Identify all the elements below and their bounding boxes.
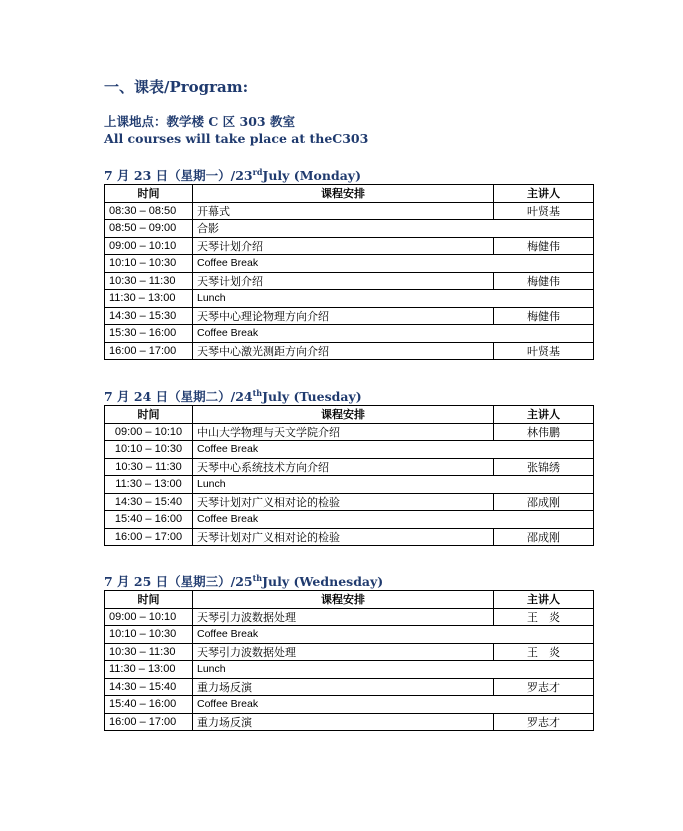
session-topic: Lunch [193,661,594,679]
session-speaker: 叶贤基 [494,342,594,360]
table-row [105,272,594,290]
table-row [105,511,594,529]
session-time: 09:00 – 10:10 [105,237,193,255]
table-row [105,528,594,546]
session-time: 14:30 – 15:30 [105,307,193,325]
session-time: 10:10 – 10:30 [105,441,193,459]
session-speaker: 叶贤基 [494,202,594,220]
table-row [105,342,594,360]
table-row [105,423,594,441]
session-topic: Coffee Break [193,255,594,273]
session-time: 10:30 – 11:30 [105,458,193,476]
day-title-wednesday: 7 月 25 日（星期三）/25thJuly (Wednesday) [104,572,384,589]
table-row [105,643,594,661]
session-time: 08:30 – 08:50 [105,202,193,220]
session-speaker: 梅健伟 [494,272,594,290]
session-time: 15:40 – 16:00 [105,511,193,529]
table-row [105,713,594,731]
program-heading: 一、课表/Program: [104,78,249,96]
table-row [105,696,594,714]
session-topic: 重力场反演 [193,678,494,696]
table-row [105,608,594,626]
day-title-monday: 7 月 23 日（星期一）/23rdJuly (Monday) [104,166,361,183]
session-time: 15:40 – 16:00 [105,696,193,714]
session-time: 10:10 – 10:30 [105,255,193,273]
session-topic: 开幕式 [193,202,494,220]
session-speaker: 梅健伟 [494,237,594,255]
session-topic: 中山大学物理与天文学院介绍 [193,423,494,441]
table-row [105,255,594,273]
session-time: 09:00 – 10:10 [105,423,193,441]
table-header-row [105,185,594,203]
table-row [105,458,594,476]
location-block [104,113,368,147]
session-topic: Lunch [193,476,594,494]
session-speaker: 王 炎 [494,643,594,661]
session-speaker: 张锦绣 [494,458,594,476]
session-speaker: 梅健伟 [494,307,594,325]
column-header-topic: 课程安排 [193,185,494,203]
session-speaker: 林伟鹏 [494,423,594,441]
session-topic: 天琴引力波数据处理 [193,608,494,626]
column-header-time: 时间 [105,591,193,609]
session-topic: Coffee Break [193,441,594,459]
session-speaker: 罗志才 [494,678,594,696]
session-time: 10:30 – 11:30 [105,643,193,661]
table-row [105,476,594,494]
table-row [105,220,594,238]
session-speaker: 邵成刚 [494,528,594,546]
table-row [105,325,594,343]
session-topic: Coffee Break [193,511,594,529]
schedule-table-monday [104,184,594,360]
session-time: 14:30 – 15:40 [105,493,193,511]
session-topic: 天琴计划对广义相对论的检验 [193,493,494,511]
table-row [105,626,594,644]
session-topic: 重力场反演 [193,713,494,731]
session-time: 14:30 – 15:40 [105,678,193,696]
table-row [105,307,594,325]
session-time: 10:30 – 11:30 [105,272,193,290]
table-row [105,661,594,679]
session-time: 09:00 – 10:10 [105,608,193,626]
session-topic: 合影 [193,220,594,238]
column-header-topic: 课程安排 [193,591,494,609]
session-topic: 天琴中心理论物理方向介绍 [193,307,494,325]
session-topic: Coffee Break [193,696,594,714]
column-header-speaker: 主讲人 [494,406,594,424]
location-cn: 上课地点：教学楼 C 区 303 教室 [104,114,295,129]
session-topic: 天琴引力波数据处理 [193,643,494,661]
column-header-speaker: 主讲人 [494,185,594,203]
table-header-row [105,591,594,609]
session-topic: 天琴中心系统技术方向介绍 [193,458,494,476]
location-en: All courses will take place at theC303 [104,131,369,146]
session-time: 08:50 – 09:00 [105,220,193,238]
session-speaker: 罗志才 [494,713,594,731]
table-row [105,493,594,511]
schedule-table-wednesday [104,590,594,731]
table-row [105,202,594,220]
table-row [105,441,594,459]
column-header-topic: 课程安排 [193,406,494,424]
session-topic: 天琴计划介绍 [193,237,494,255]
session-time: 11:30 – 13:00 [105,290,193,308]
session-time: 11:30 – 13:00 [105,661,193,679]
table-row [105,290,594,308]
column-header-speaker: 主讲人 [494,591,594,609]
session-topic: 天琴中心激光测距方向介绍 [193,342,494,360]
session-time: 15:30 – 16:00 [105,325,193,343]
session-time: 10:10 – 10:30 [105,626,193,644]
session-time: 11:30 – 13:00 [105,476,193,494]
session-topic: 天琴计划对广义相对论的检验 [193,528,494,546]
table-row [105,678,594,696]
table-header-row [105,406,594,424]
session-topic: Coffee Break [193,626,594,644]
session-time: 16:00 – 17:00 [105,713,193,731]
column-header-time: 时间 [105,185,193,203]
day-title-tuesday: 7 月 24 日（星期二）/24thJuly (Tuesday) [104,387,362,404]
schedule-table-tuesday [104,405,594,546]
session-time: 16:00 – 17:00 [105,528,193,546]
session-topic: 天琴计划介绍 [193,272,494,290]
session-topic: Coffee Break [193,325,594,343]
session-topic: Lunch [193,290,594,308]
session-speaker: 邵成刚 [494,493,594,511]
table-row [105,237,594,255]
session-time: 16:00 – 17:00 [105,342,193,360]
session-speaker: 王 炎 [494,608,594,626]
column-header-time: 时间 [105,406,193,424]
